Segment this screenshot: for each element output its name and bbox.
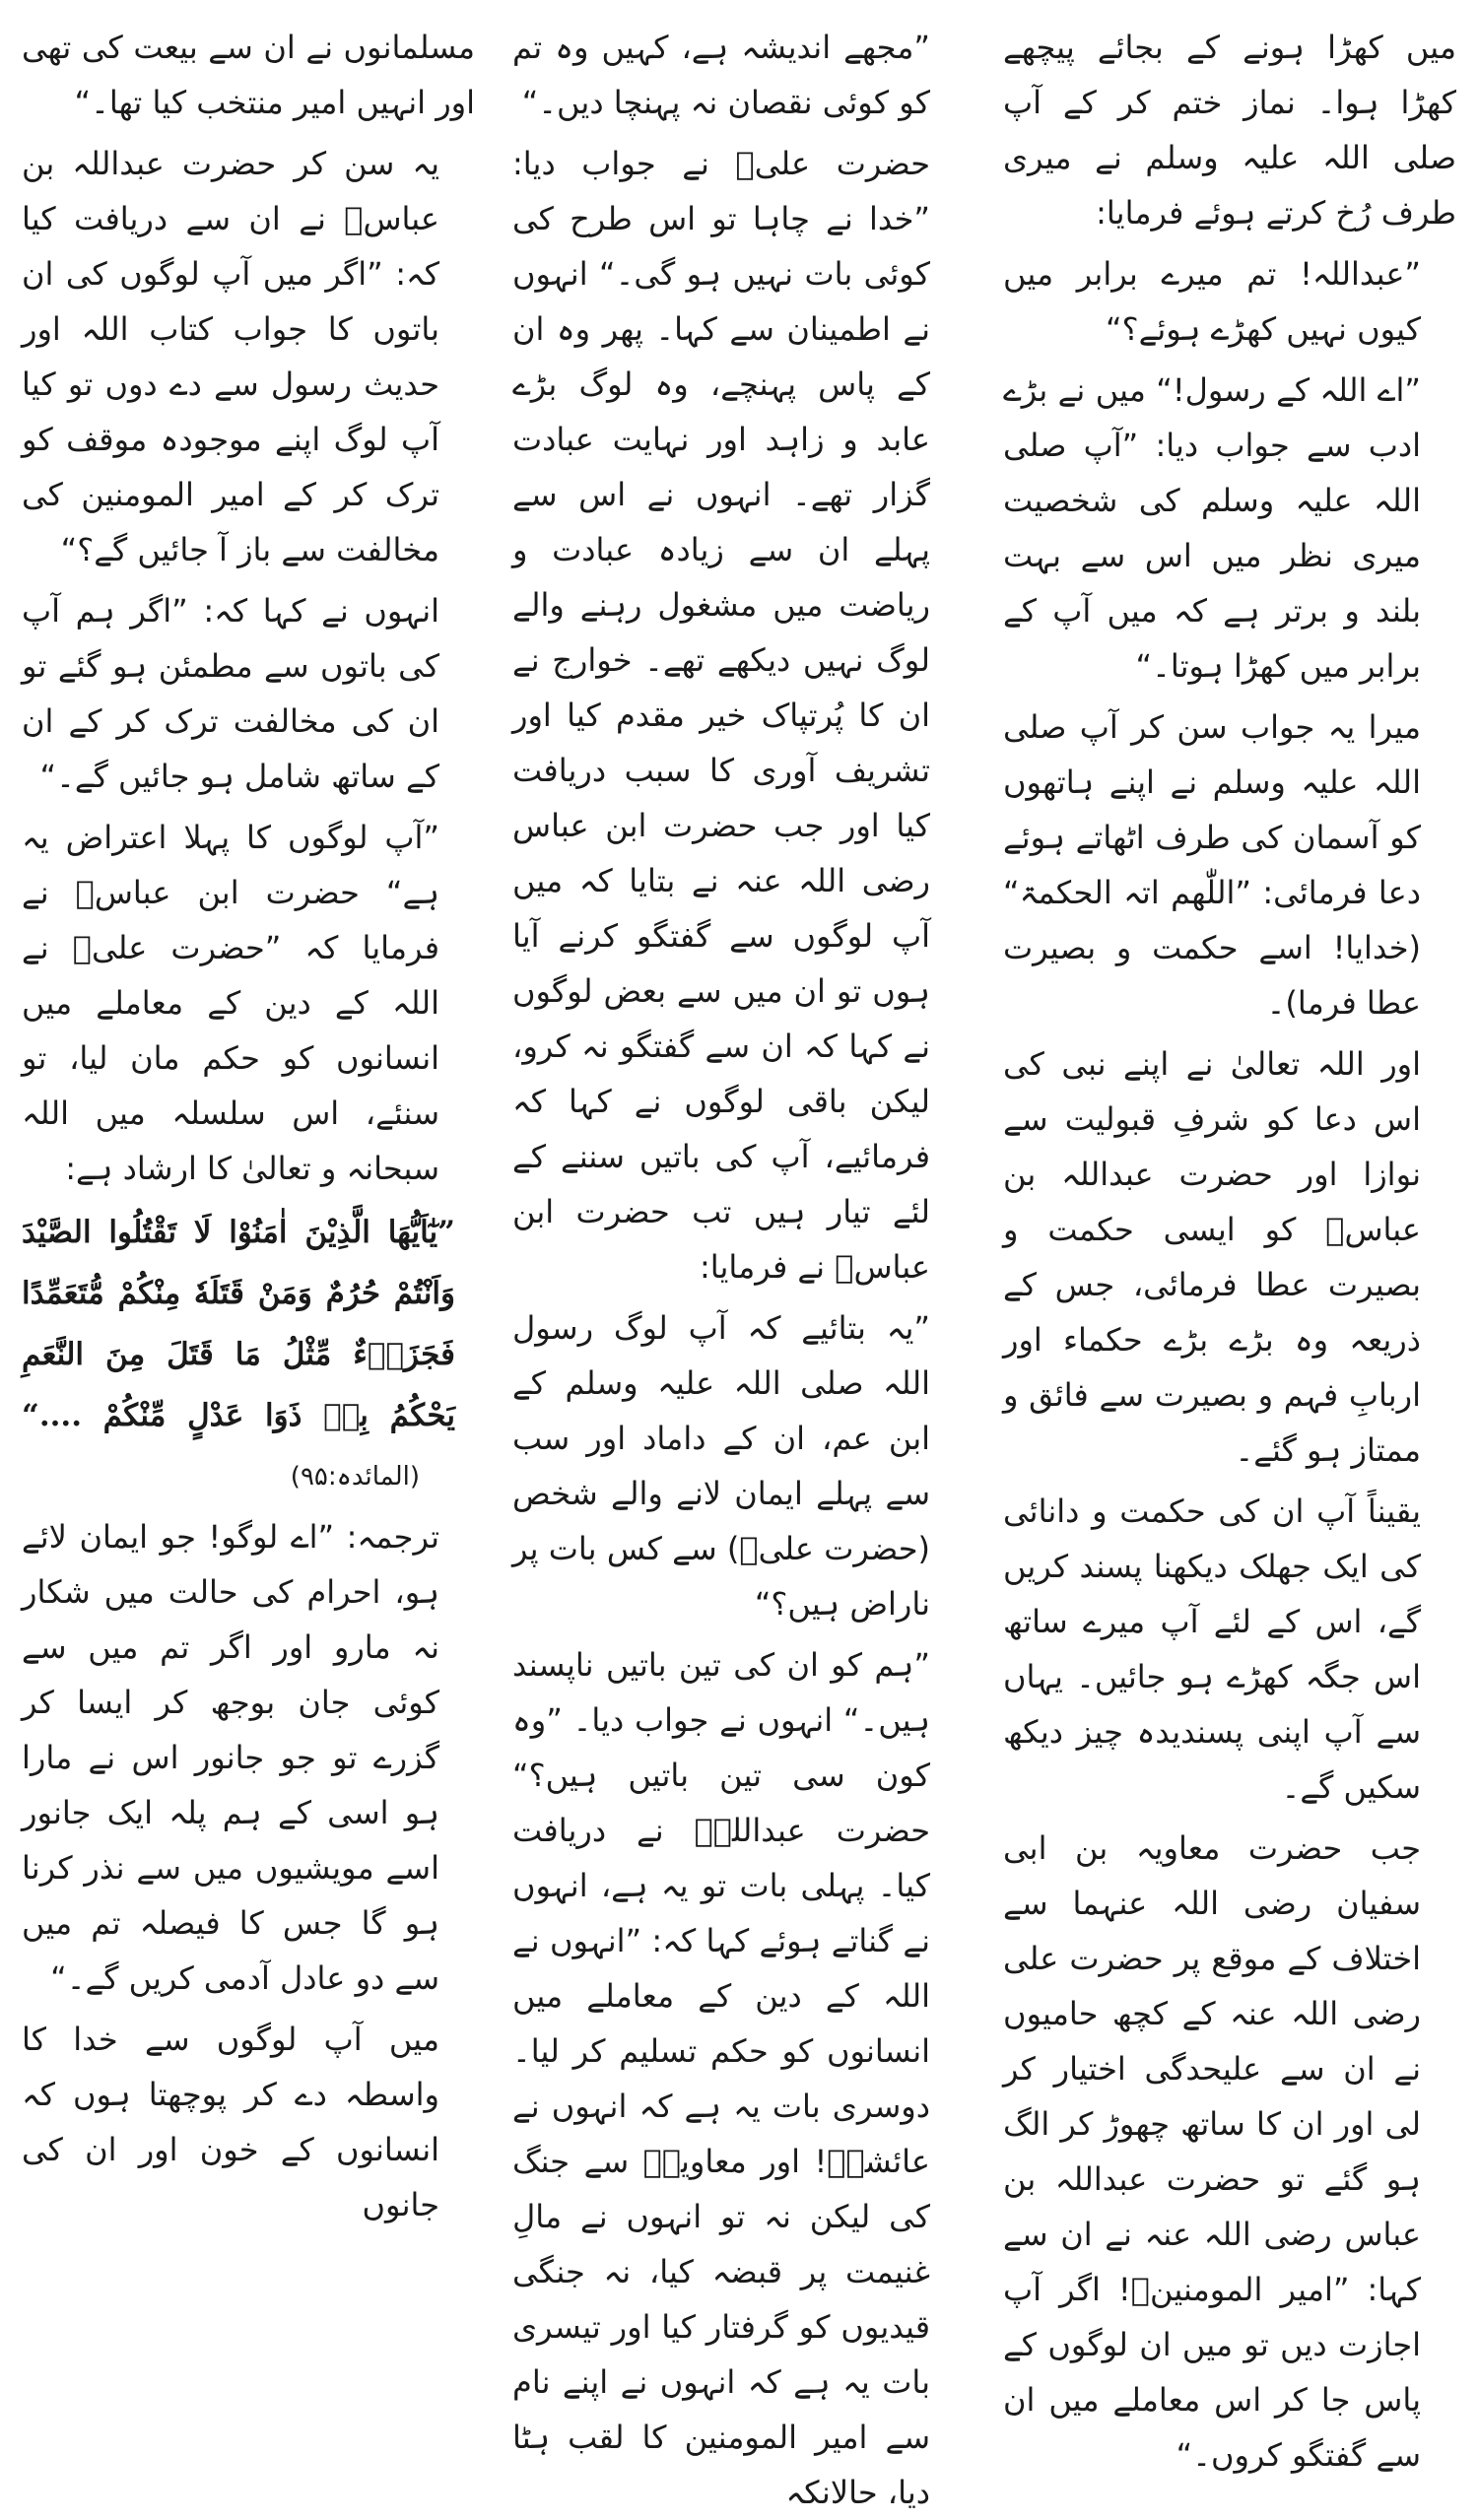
paragraph: مسلمانوں نے ان سے بیعت کی تھی اور انہیں امیر منتخب کیا تھا۔“ [22, 29, 475, 121]
paragraph: اور اللہ تعالیٰ نے اپنے نبی کی اس دعا کو شرفِ قبولیت سے نوازا اور حضرت عبداللہ بن عباسؓ کو ایسی حکمت و بصیرت عطا فرمائی، جس کے ذریعہ وہ بڑے بڑے حکماء اور اربابِ فہم و بصیرت سے فائق و ممتاز ہو گئے۔ [1003, 1045, 1421, 1469]
paragraph: ”عبداللہ! تم میرے برابر میں کیوں نہیں کھڑے ہوئے؟“ [1003, 255, 1421, 348]
paragraph: ”ہم کو ان کی تین باتیں ناپسند ہیں۔“ انہوں نے جواب دیا۔ ”وہ کون سی تین باتیں ہیں؟“ حضرت عبداللہؓ نے دریافت کیا۔ پہلی بات تو یہ ہے، انہوں نے گناتے ہوئے کہا کہ: ”انہوں نے اللہ کے دین کے معاملے میں انسانوں کو حکم تسلیم کر لیا۔ دوسری بات یہ ہے کہ انہوں نے عائشہؓ! اور معاویہؓ سے جنگ کی لیکن نہ تو انہوں نے مالِ غنیمت پر قبضہ کیا، نہ جنگی قیدیوں کو گرفتار کیا اور تیسری بات یہ ہے کہ انہوں نے اپنے نام سے امیر المومنین کا لقب ہٹا دیا، حالانکہ [512, 1646, 930, 2511]
text-column-middle [512, 20, 966, 2511]
paragraph: یہ سن کر حضرت عبداللہ بن عباسؓ نے ان سے دریافت کیا کہ: ”اگر میں آپ لوگوں کی ان باتوں کا جواب کتاب اللہ اور حدیث رسول سے دے دوں تو کیا آپ لوگ اپنے موجودہ موقف کو ترک کر کے امیر المومنین کی مخالفت سے باز آ جائیں گے؟“ [22, 145, 439, 568]
paragraph: میں کھڑا ہونے کے بجائے پیچھے کھڑا ہوا۔ نماز ختم کر کے آپ صلی اللہ علیہ وسلم نے میری طرف رُخ کرتے ہوئے فرمایا: [1003, 29, 1456, 232]
paragraph: جب حضرت معاویہ بن ابی سفیان رضی اللہ عنہما سے اختلاف کے موقع پر حضرت علی رضی اللہ عنہ کے کچھ حامیوں نے ان سے علیحدگی اختیار کر لی اور ان کا ساتھ چھوڑ کر الگ ہو گئے تو حضرت عبداللہ بن عباس رضی اللہ عنہ نے ان سے کہا: ”امیر المومنینؓ! اگر آپ اجازت دیں تو میں ان لوگوں کے پاس جا کر اس معاملے میں ان سے گفتگو کروں۔“ [1003, 1829, 1421, 2474]
paragraph: انہوں نے کہا کہ: ”اگر ہم آپ کی باتوں سے مطمئن ہو گئے تو ان کی مخالفت ترک کر کے ان کے ساتھ شامل ہو جائیں گے۔“ [22, 592, 439, 795]
text-column-left [22, 20, 475, 2223]
paragraph: ”مجھے اندیشہ ہے، کہیں وہ تم کو کوئی نقصان نہ پہنچا دیں۔“ [512, 29, 930, 121]
paragraph: میرا یہ جواب سن کر آپ صلی اللہ علیہ وسلم نے اپنے ہاتھوں کو آسمان کی طرف اٹھاتے ہوئے دعا فرمائی: ”اللّٰھم اتہ الحکمۃ“ (خدایا! اسے حکمت و بصیرت عطا فرما)۔ [1003, 708, 1421, 1022]
verse-reference: (المائدہ:۹۵) [290, 1462, 420, 1492]
paragraph: حضرت علیؓ نے جواب دیا: ”خدا نے چاہا تو اس طرح کی کوئی بات نہیں ہو گی۔“ انہوں نے اطمینان سے کہا۔ پھر وہ ان کے پاس پہنچے، وہ لوگ بڑے عابد و زاہد اور نہایت عبادت گزار تھے۔ انہوں نے اس سے پہلے ان سے زیادہ عبادت و ریاضت میں مشغول رہنے والے لوگ نہیں دیکھے تھے۔ خوارج نے ان کا پُرتپاک خیر مقدم کیا اور تشریف آوری کا سبب دریافت کیا اور جب حضرت ابن عباس رضی اللہ عنہ نے بتایا کہ میں آپ لوگوں سے گفتگو کرنے آیا ہوں تو ان میں سے بعض لوگوں نے کہا کہ ان سے گفتگو نہ کرو، لیکن باقی لوگوں نے کہا کہ فرمائیے، آپ کی باتیں سننے کے لئے تیار ہیں تب حضرت ابن عباسؓ نے فرمایا: [512, 145, 930, 1286]
quran-verse: ”یٰٓاَیُّھَا الَّذِیْنَ اٰمَنُوْا لَا تَقْتُلُوا الصَّیْدَ وَاَنْتُمْ حُرُمٌ وَمَنْ قَتَلَهٗ مِنْكُمْ مُّتَعَمِّدًا فَجَزَاۗءٌ مِّثْلُ مَا قَتَلَ مِنَ النَّعَمِ یَحْكُمُ بِهٖ ذَوَا عَدْلٍ مِّنْكُمْ ....“ [22, 1215, 455, 1433]
paragraph: ”آپ لوگوں کا پہلا اعتراض یہ ہے“ حضرت ابن عباسؓ نے فرمایا کہ ”حضرت علیؓ نے اللہ کے دین کے معاملے میں انسانوں کو حکم مان لیا، تو سنئے، اس سلسلہ میں اللہ سبحانہ و تعالیٰ کا ارشاد ہے: [22, 819, 439, 1187]
translation-paragraph: ترجمہ: ”اے لوگو! جو ایمان لائے ہو، احرام کی حالت میں شکار نہ مارو اور اگر تم میں سے کوئی جان بوجھ کر ایسا کر گزرے تو جو جانور اس نے مارا ہو اسی کے ہم پلہ ایک جانور اسے مویشیوں میں سے نذر کرنا ہو گا جس کا فیصلہ تم میں سے دو عادل آدمی کریں گے۔“ [22, 1518, 439, 1997]
paragraph: یقیناً آپ ان کی حکمت و دانائی کی ایک جھلک دیکھنا پسند کریں گے، اس کے لئے آپ میرے ساتھ اس جگہ کھڑے ہو جائیں۔ یہاں سے آپ اپنی پسندیدہ چیز دیکھ سکیں گے۔ [1003, 1492, 1421, 1806]
paragraph: ”اے اللہ کے رسول!“ میں نے بڑے ادب سے جواب دیا: ”آپ صلی اللہ علیہ وسلم کی شخصیت میری نظر میں اس سے بہت بلند و برتر ہے کہ میں آپ کے برابر میں کھڑا ہوتا۔“ [1003, 371, 1421, 685]
paragraph: ”یہ بتائیے کہ آپ لوگ رسول اللہ صلی اللہ علیہ وسلم کے ابن عم، ان کے داماد اور سب سے پہلے ایمان لانے والے شخص (حضرت علیؓ) سے کس بات پر ناراض ہیں؟“ [512, 1309, 930, 1623]
text-column-right [1003, 20, 1456, 2474]
paragraph: میں آپ لوگوں سے خدا کا واسطہ دے کر پوچھتا ہوں کہ انسانوں کے خون اور ان کی جانوں [22, 2021, 439, 2223]
